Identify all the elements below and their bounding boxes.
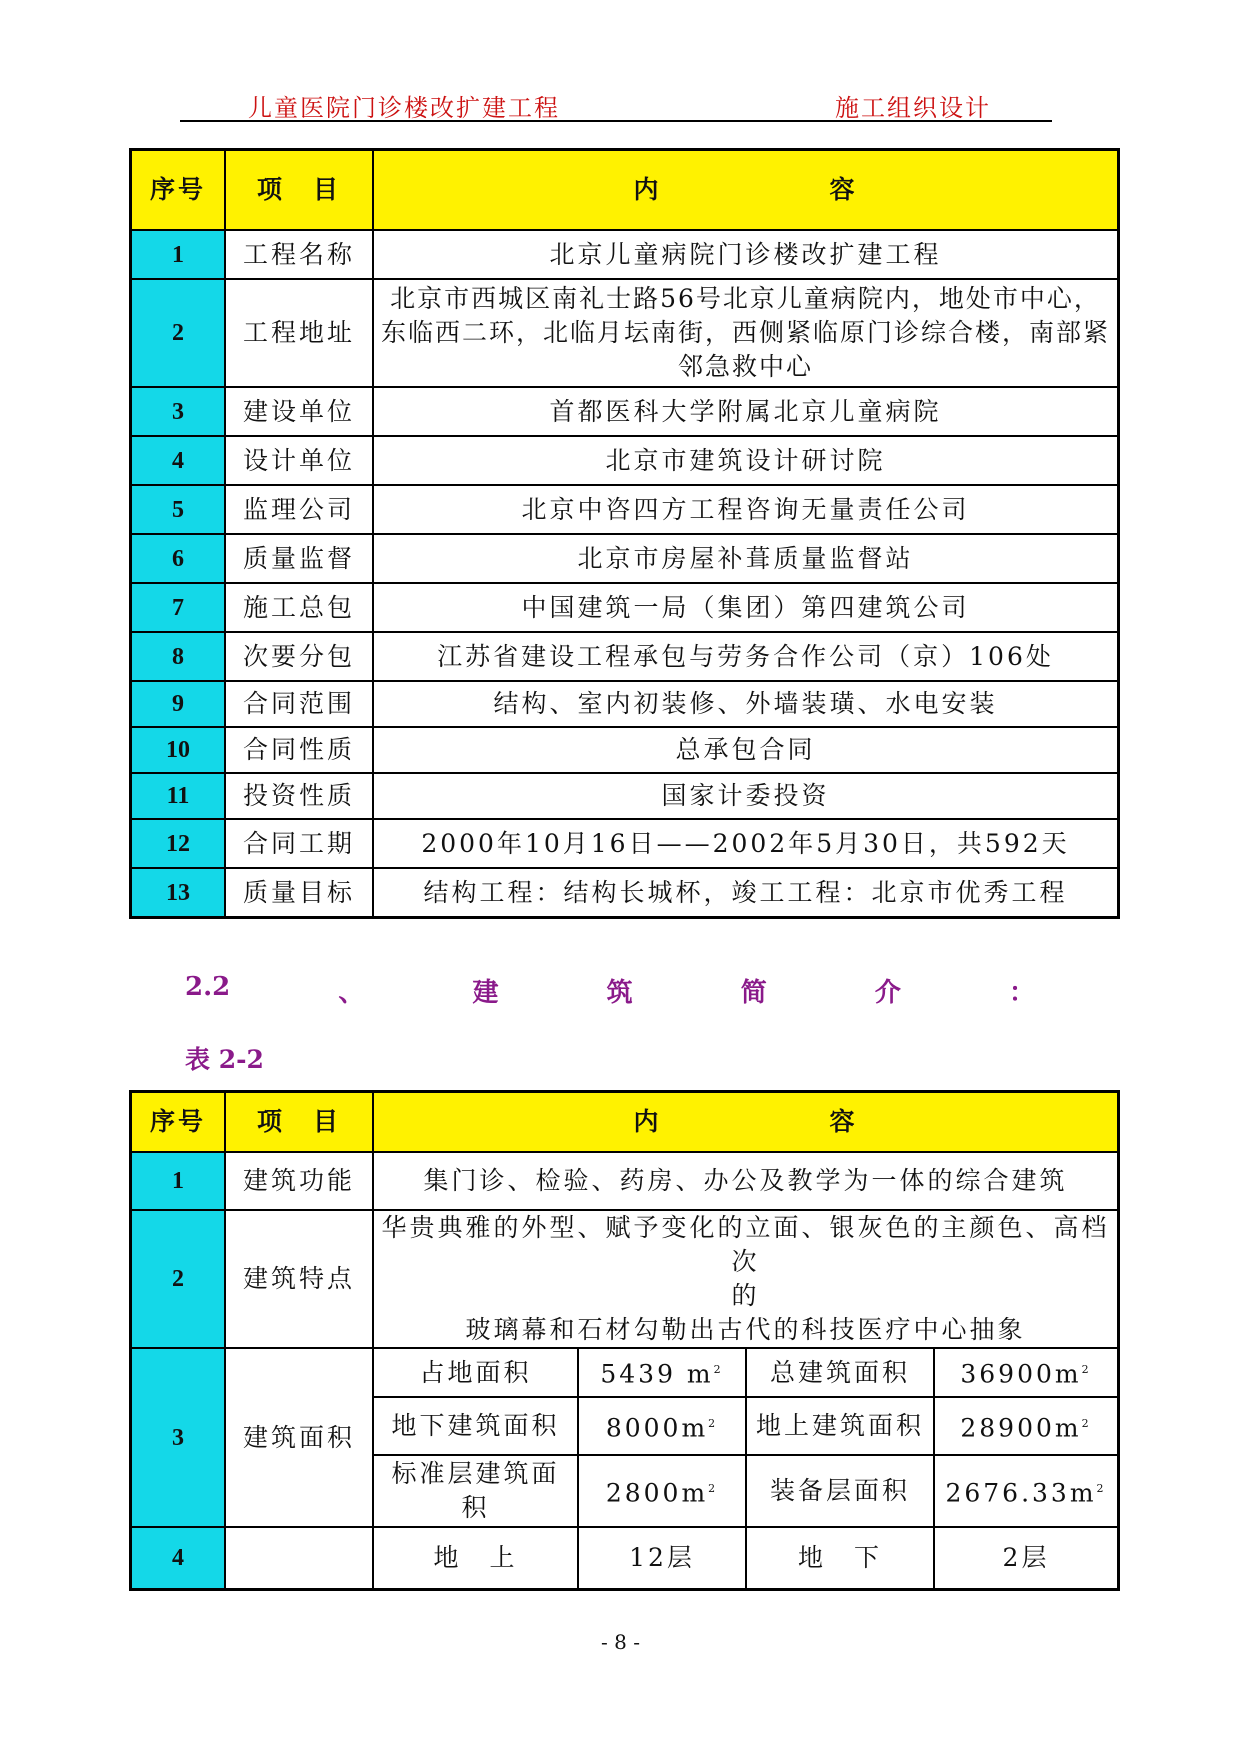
table-row xyxy=(131,485,1118,534)
row-content: 国家计委投资 xyxy=(373,773,1118,819)
header-cell-no: 序号 xyxy=(131,1092,225,1152)
header-cell-item: 项 目 xyxy=(225,150,373,230)
table-row xyxy=(131,1152,1118,1210)
row-item: 质量目标 xyxy=(225,868,373,917)
header-cell-content: 内 容 xyxy=(373,150,1118,230)
area-value: $2676.33m^2$ xyxy=(934,1455,1118,1527)
table-row xyxy=(131,632,1118,681)
floor-label: 地 上 xyxy=(373,1527,578,1589)
area-value: $2800m^2$ xyxy=(578,1455,746,1527)
table-header-row xyxy=(131,1092,1118,1152)
table-row xyxy=(131,773,1118,819)
table-row xyxy=(131,387,1118,436)
row-item: 设计单位 xyxy=(225,436,373,485)
header-cell-no: 序号 xyxy=(131,150,225,230)
row-number: 3 xyxy=(131,387,225,436)
row-item: 建设单位 xyxy=(225,387,373,436)
area-label: 总建筑面积 xyxy=(746,1348,934,1397)
header-cell-content: 内 容 xyxy=(373,1092,1118,1152)
table-row xyxy=(131,230,1118,279)
area-value: $36900m^2$ xyxy=(934,1348,1118,1397)
row-item: 建筑功能 xyxy=(225,1152,373,1210)
table-row xyxy=(131,534,1118,583)
page-number: - 8 - xyxy=(601,1630,640,1654)
page-header xyxy=(180,86,1052,122)
section-char: 介 xyxy=(874,978,901,1008)
floor-value: 2层 xyxy=(934,1527,1118,1589)
row-item: 合同工期 xyxy=(225,819,373,868)
floor-label: 地 下 xyxy=(746,1527,934,1589)
area-value: $28900m^2$ xyxy=(934,1397,1118,1455)
section-number: 2.2 xyxy=(185,972,231,1002)
area-label: 占地面积 xyxy=(373,1348,578,1397)
area-label: 装备层面积 xyxy=(746,1455,934,1527)
row-content: 北京市建筑设计研讨院 xyxy=(373,436,1118,485)
row-item: 合同性质 xyxy=(225,727,373,773)
row-content: 总承包合同 xyxy=(373,727,1118,773)
area-label: 地上建筑面积 xyxy=(746,1397,934,1455)
row-number: 7 xyxy=(131,583,225,632)
content-line: 华贵典雅的外型、赋予变化的立面、银灰色的主颜色、高档次 xyxy=(381,1213,1110,1276)
table-row xyxy=(131,819,1118,868)
row-item: 合同范围 xyxy=(225,681,373,727)
section-heading xyxy=(185,972,1035,1009)
section-char: 建 xyxy=(472,978,499,1008)
row-number: 1 xyxy=(131,1152,225,1210)
area-value: $8000m^2$ xyxy=(578,1397,746,1455)
section-char: 筑 xyxy=(606,978,633,1008)
header-cell-item: 项 目 xyxy=(225,1092,373,1152)
row-content: 北京市西城区南礼士路56号北京儿童病院内，地处市中心，东临西二环，北临月坛南街，西侧紧临原门诊综合楼，南部紧邻急救中心 xyxy=(373,279,1118,387)
row-content: 结构、室内初装修、外墙装璜、水电安装 xyxy=(373,681,1118,727)
table-row xyxy=(131,868,1118,917)
architecture-table xyxy=(129,1090,1120,1591)
row-item: 施工总包 xyxy=(225,583,373,632)
row-number: 2 xyxy=(131,1210,225,1348)
table-row xyxy=(131,436,1118,485)
row-number: 4 xyxy=(131,436,225,485)
row-number: 11 xyxy=(131,773,225,819)
section-char: 简 xyxy=(740,978,767,1008)
row-number: 5 xyxy=(131,485,225,534)
table-row xyxy=(131,583,1118,632)
row-content: 北京中咨四方工程咨询无量责任公司 xyxy=(373,485,1118,534)
table-row xyxy=(131,681,1118,727)
table-row xyxy=(131,1348,1118,1397)
project-overview-table xyxy=(129,148,1120,919)
content-line: 玻璃幕和石材勾勒出古代的科技医疗中心抽象 xyxy=(465,1315,1026,1344)
area-label: 地下建筑面积 xyxy=(373,1397,578,1455)
row-content: 北京儿童病院门诊楼改扩建工程 xyxy=(373,230,1118,279)
row-content: 北京市房屋补葺质量监督站 xyxy=(373,534,1118,583)
row-number: 10 xyxy=(131,727,225,773)
row-number: 4 xyxy=(131,1527,225,1589)
area-label: 标准层建筑面积 xyxy=(373,1455,578,1527)
row-item: 监理公司 xyxy=(225,485,373,534)
floor-value: 12层 xyxy=(578,1527,746,1589)
section-colon: ： xyxy=(1008,978,1035,1008)
table-row xyxy=(131,279,1118,387)
section-separator: 、 xyxy=(338,978,365,1008)
row-item: 工程名称 xyxy=(225,230,373,279)
row-number: 1 xyxy=(131,230,225,279)
row-item: 投资性质 xyxy=(225,773,373,819)
row-item: 次要分包 xyxy=(225,632,373,681)
row-content: 集门诊、检验、药房、办公及教学为一体的综合建筑 xyxy=(373,1152,1118,1210)
row-number: 3 xyxy=(131,1348,225,1527)
row-content: 江苏省建设工程承包与劳务合作公司（京）106处 xyxy=(373,632,1118,681)
table-caption: 表 2-2 xyxy=(185,1045,264,1074)
row-item xyxy=(225,1527,373,1589)
table-row xyxy=(131,727,1118,773)
row-item: 建筑面积 xyxy=(225,1348,373,1527)
content-line: 的 xyxy=(731,1281,760,1310)
table-row xyxy=(131,1210,1118,1348)
row-number: 6 xyxy=(131,534,225,583)
row-item: 质量监督 xyxy=(225,534,373,583)
row-number: 9 xyxy=(131,681,225,727)
row-item: 建筑特点 xyxy=(225,1210,373,1348)
row-content: 结构工程：结构长城杯，竣工工程：北京市优秀工程 xyxy=(373,868,1118,917)
row-number: 12 xyxy=(131,819,225,868)
row-number: 13 xyxy=(131,868,225,917)
table-row xyxy=(131,1527,1118,1589)
area-value: 5439 $m^2$ xyxy=(578,1348,746,1397)
row-content xyxy=(373,1210,1118,1348)
row-item: 工程地址 xyxy=(225,279,373,387)
table-header-row xyxy=(131,150,1118,230)
header-doc-title: 施工组织设计 xyxy=(835,94,991,122)
row-number: 2 xyxy=(131,279,225,387)
row-number: 8 xyxy=(131,632,225,681)
row-content: 首都医科大学附属北京儿童病院 xyxy=(373,387,1118,436)
row-content: 2000年10月16日——2002年5月30日，共592天 xyxy=(373,819,1118,868)
row-content: 中国建筑一局（集团）第四建筑公司 xyxy=(373,583,1118,632)
header-project-title: 儿童医院门诊楼改扩建工程 xyxy=(248,94,560,122)
